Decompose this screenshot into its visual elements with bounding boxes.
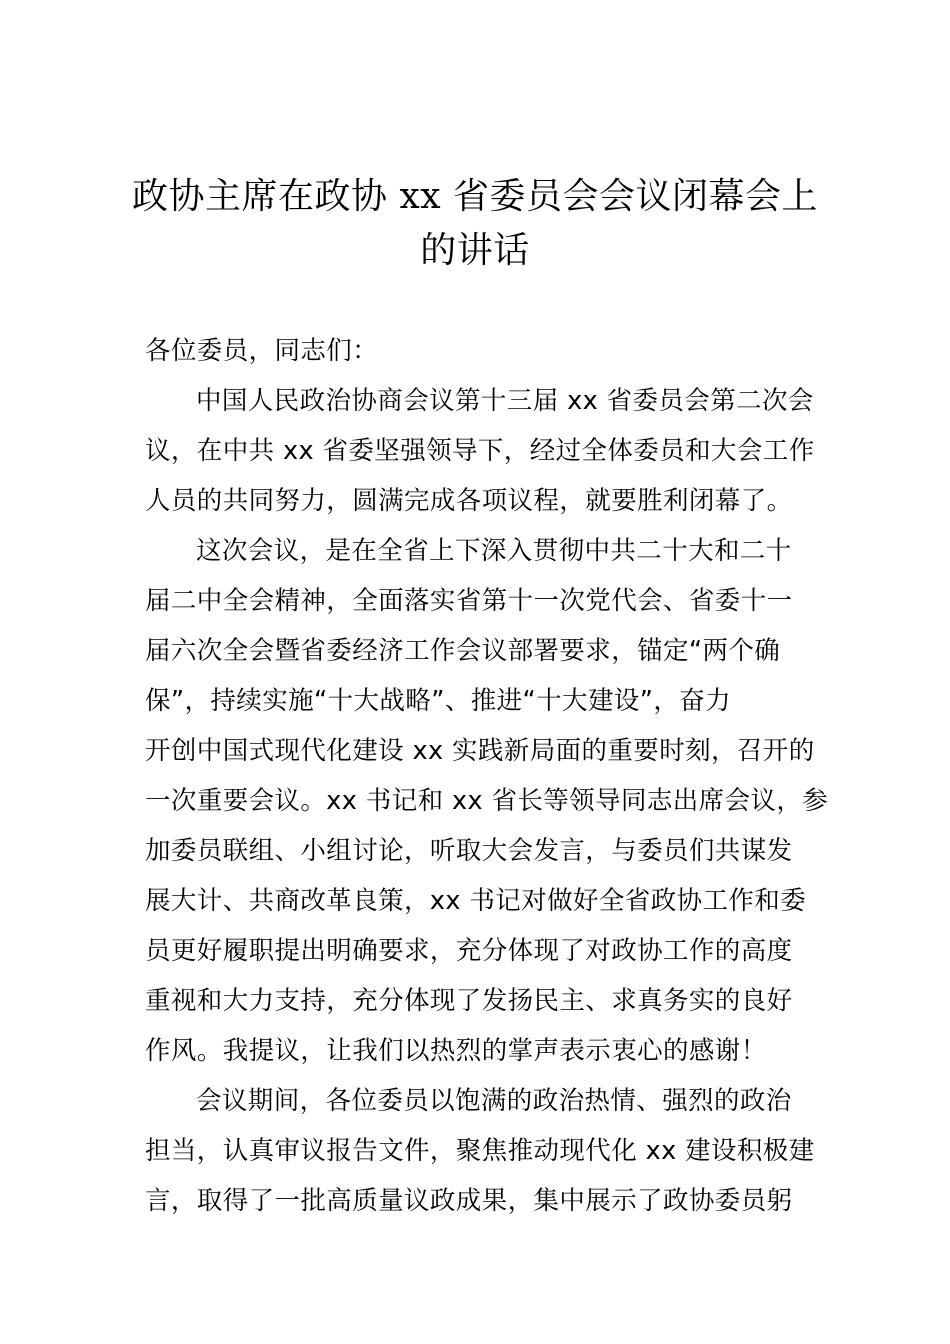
title-line: 政协主席在政协 xx 省委员会会议闭幕会上: [132, 176, 818, 217]
salutation: 各位委员，同志们：: [145, 336, 379, 366]
paragraph-line: 保”，持续实施“十大战略”、推进“十大建设”，奋力: [145, 686, 732, 716]
title-line: 的讲话: [420, 230, 530, 271]
paragraph-line: 开创中国式现代化建设 xx 实践新局面的重要时刻，召开的: [145, 736, 815, 766]
paragraph-line: 作风。我提议，让我们以热烈的掌声表示衷心的感谢！: [145, 1036, 767, 1066]
document-body: [145, 326, 829, 1226]
paragraph-line: 这次会议，是在全省上下深入贯彻中共二十大和二十: [196, 536, 792, 566]
paragraph-line: 人员的共同努力，圆满完成各项议程，就要胜利闭幕了。: [145, 486, 793, 516]
paragraph-line: 展大计、共商改革良策，xx 书记对做好全省政协工作和委: [145, 886, 807, 916]
paragraph-line: 重视和大力支持，充分体现了发扬民主、求真务实的良好: [145, 986, 793, 1016]
paragraph-line: 议，在中共 xx 省委坚强领导下，经过全体委员和大会工作: [145, 436, 815, 466]
paragraph-line: 员更好履职提出明确要求，充分体现了对政协工作的高度: [145, 936, 793, 966]
paragraph-line: 加委员联组、小组讨论，听取大会发言，与委员们共谋发: [145, 836, 793, 866]
document-title: [100, 170, 850, 278]
paragraph-line: 一次重要会议。xx 书记和 xx 省长等领导同志出席会议，参: [145, 786, 829, 816]
paragraph-line: 届二中全会精神，全面落实省第十一次党代会、省委十一: [145, 586, 793, 616]
paragraph-line: 届六次全会暨省委经济工作会议部署要求，锚定“两个确: [145, 636, 781, 666]
paragraph-line: 担当，认真审议报告文件，聚焦推动现代化 xx 建设积极建: [145, 1136, 815, 1166]
paragraph-line: 中国人民政治协商会议第十三届 xx 省委员会第二次会: [196, 386, 814, 416]
paragraph-line: 会议期间，各位委员以饱满的政治热情、强烈的政治: [196, 1086, 792, 1116]
paragraph-line: 言，取得了一批高质量议政成果，集中展示了政协委员躬: [145, 1186, 793, 1216]
